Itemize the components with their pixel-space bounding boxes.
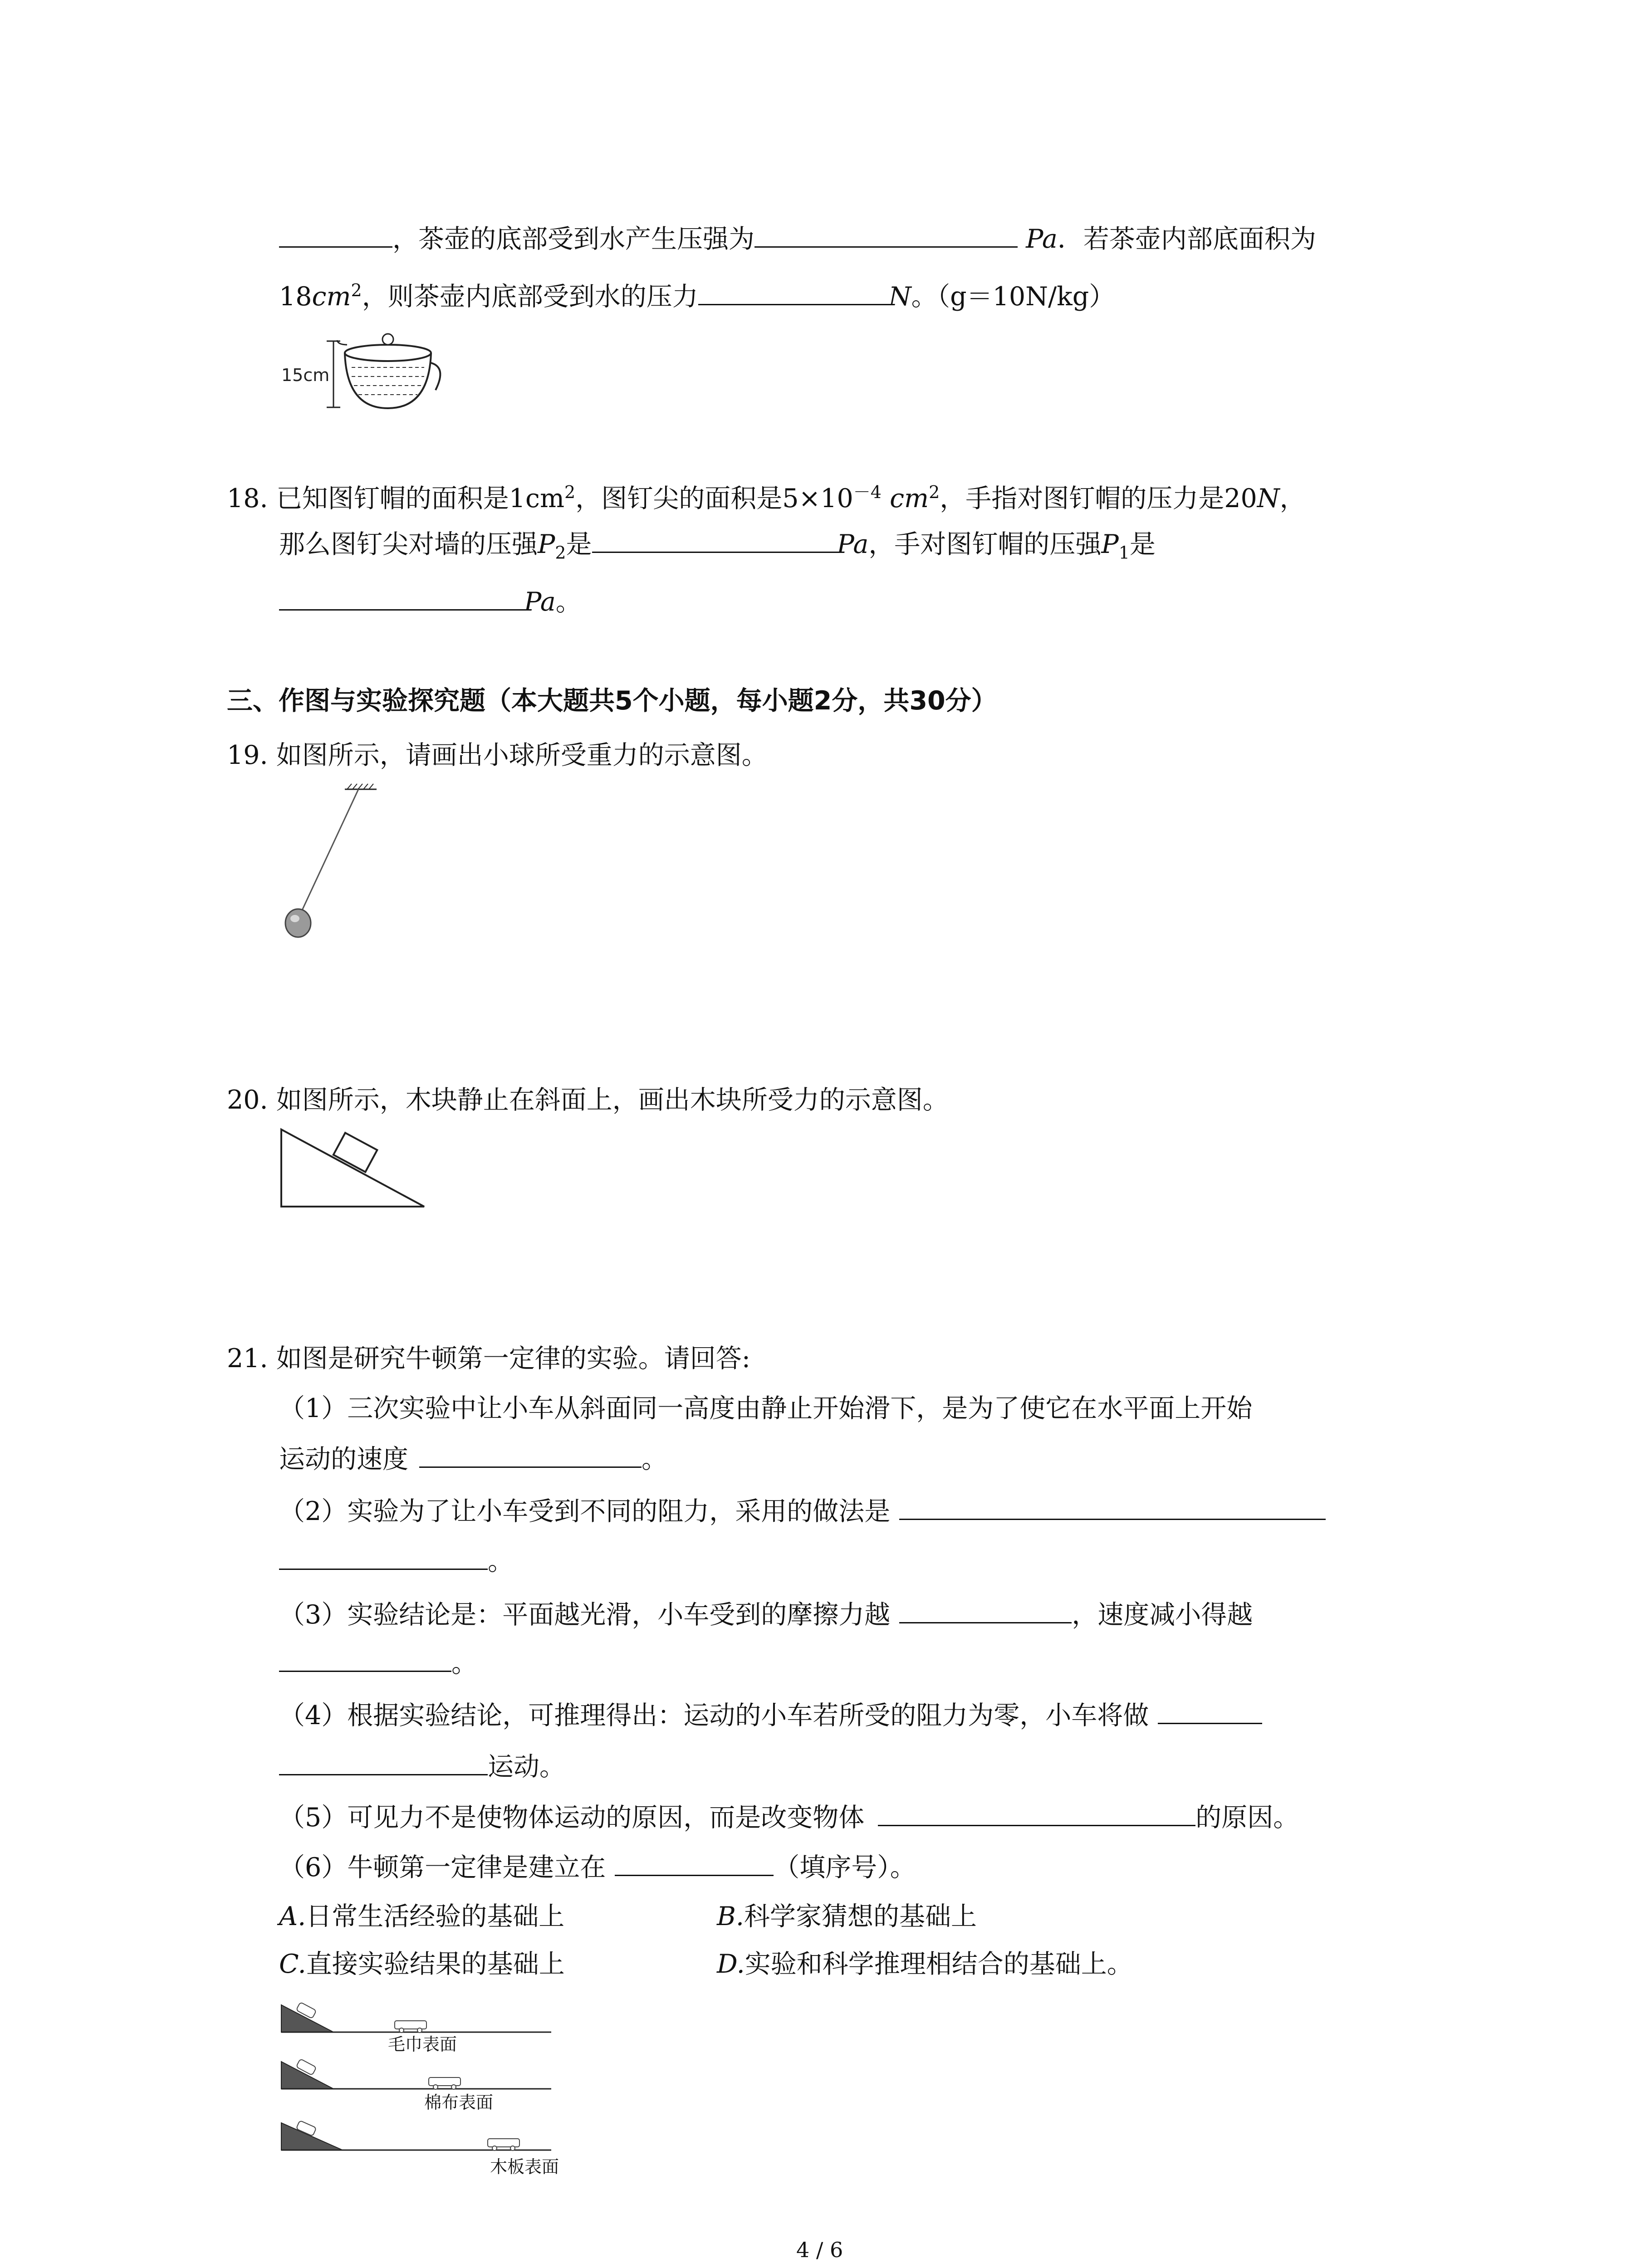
incline-figure bbox=[279, 1125, 429, 1211]
q21-intro: 21. 如图是研究牛顿第一定律的实验。请回答: bbox=[227, 1344, 750, 1374]
teapot-figure bbox=[279, 318, 442, 413]
q21-part1-line2: 运动的速度 。 bbox=[279, 1440, 667, 1477]
label-towel: 毛巾表面 bbox=[388, 2034, 457, 2054]
q18-blank-2[interactable] bbox=[279, 583, 524, 611]
page-number: 4 / 6 bbox=[796, 2238, 843, 2262]
label-wood: 木板表面 bbox=[490, 2157, 559, 2177]
q18-line3: Pa。 bbox=[279, 583, 582, 620]
q21-part4-line1: （4）根据实验结论，可推理得出：运动的小车若所受的阻力为零，小车将做 bbox=[279, 1696, 1262, 1734]
q21-part5: （5）可见力不是使物体运动的原因，而是改变物体 的原因。 bbox=[279, 1799, 1299, 1836]
q21-part4-line2: 运动。 bbox=[279, 1748, 565, 1785]
q21-part6: （6）牛顿第一定律是建立在 （填序号）。 bbox=[279, 1848, 916, 1886]
q17-line2: $18cm^2$，则茶壶内底部受到水的压力 N。（g＝10N/kg） bbox=[279, 272, 1115, 315]
ramp-cotton bbox=[281, 2059, 551, 2112]
q21-blank-2[interactable] bbox=[899, 1492, 1326, 1520]
q17-line1: ，茶壶的底部受到水产生压强为 Pa．若茶壶内部底面积为 bbox=[279, 220, 1316, 257]
q18-line2: 那么图钉尖对墙的压强$P_2$是 Pa，手对图钉帽的压强$P_1$是 bbox=[279, 525, 1156, 571]
ramp-towel bbox=[281, 2002, 551, 2054]
label-cotton: 棉布表面 bbox=[424, 2092, 494, 2112]
q21-part3-line2: 。 bbox=[279, 1644, 477, 1681]
q21-part1-line1: （1）三次实验中让小车从斜面同一高度由静止开始滑下，是为了使它在水平面上开始 bbox=[279, 1393, 1253, 1423]
q17-blank-2[interactable] bbox=[754, 220, 1018, 248]
q21-part3-line1: （3）实验结论是：平面越光滑，小车受到的摩擦力越 ，速度减小得越 bbox=[279, 1596, 1253, 1633]
q21-blank-4[interactable] bbox=[899, 1596, 1072, 1623]
q19-text: 19. 如图所示，请画出小球所受重力的示意图。 bbox=[227, 740, 768, 770]
q21-option-d[interactable]: D.实验和科学推理相结合的基础上。 bbox=[717, 1949, 1133, 1979]
q17-blank-3[interactable] bbox=[698, 278, 889, 305]
q18-blank-1[interactable] bbox=[592, 525, 837, 553]
q17-blank-1[interactable] bbox=[279, 220, 392, 248]
q20-text: 20. 如图所示，木块静止在斜面上，画出木块所受力的示意图。 bbox=[227, 1085, 949, 1115]
ramp-wood bbox=[281, 2121, 559, 2177]
teapot-height-label: 15cm bbox=[281, 365, 330, 385]
q21-blank-8[interactable] bbox=[878, 1799, 1195, 1826]
q21-option-b[interactable]: B.科学家猜想的基础上 bbox=[717, 1901, 977, 1931]
q21-blank-5[interactable] bbox=[279, 1644, 451, 1672]
q21-part2-line1: （2）实验为了让小车受到不同的阻力，采用的做法是 bbox=[279, 1492, 1326, 1530]
ball[interactable] bbox=[285, 909, 311, 937]
q21-option-a[interactable]: A.日常生活经验的基础上 bbox=[279, 1901, 565, 1931]
pendulum-figure bbox=[272, 780, 390, 953]
q21-blank-7[interactable] bbox=[279, 1748, 488, 1775]
section-heading: 三、作图与实验探究题（本大题共5个小题，每小题2分，共30分） bbox=[227, 686, 997, 716]
q21-blank-1[interactable] bbox=[419, 1440, 642, 1468]
q18-line1: 18. 已知图钉帽的面积是$1cm^2$，图钉尖的面积是$5\times 10^{-4}$ $cm^2$，手指对图钉帽的压力是20N， bbox=[227, 482, 1306, 513]
q21-option-c[interactable]: C.直接实验结果的基础上 bbox=[279, 1949, 565, 1979]
newton-experiment-figure bbox=[279, 2000, 574, 2191]
q21-part2-line2: 。 bbox=[279, 1542, 514, 1579]
q21-blank-3[interactable] bbox=[279, 1542, 488, 1570]
q21-blank-6[interactable] bbox=[1158, 1696, 1262, 1724]
q21-blank-9[interactable] bbox=[615, 1848, 774, 1876]
